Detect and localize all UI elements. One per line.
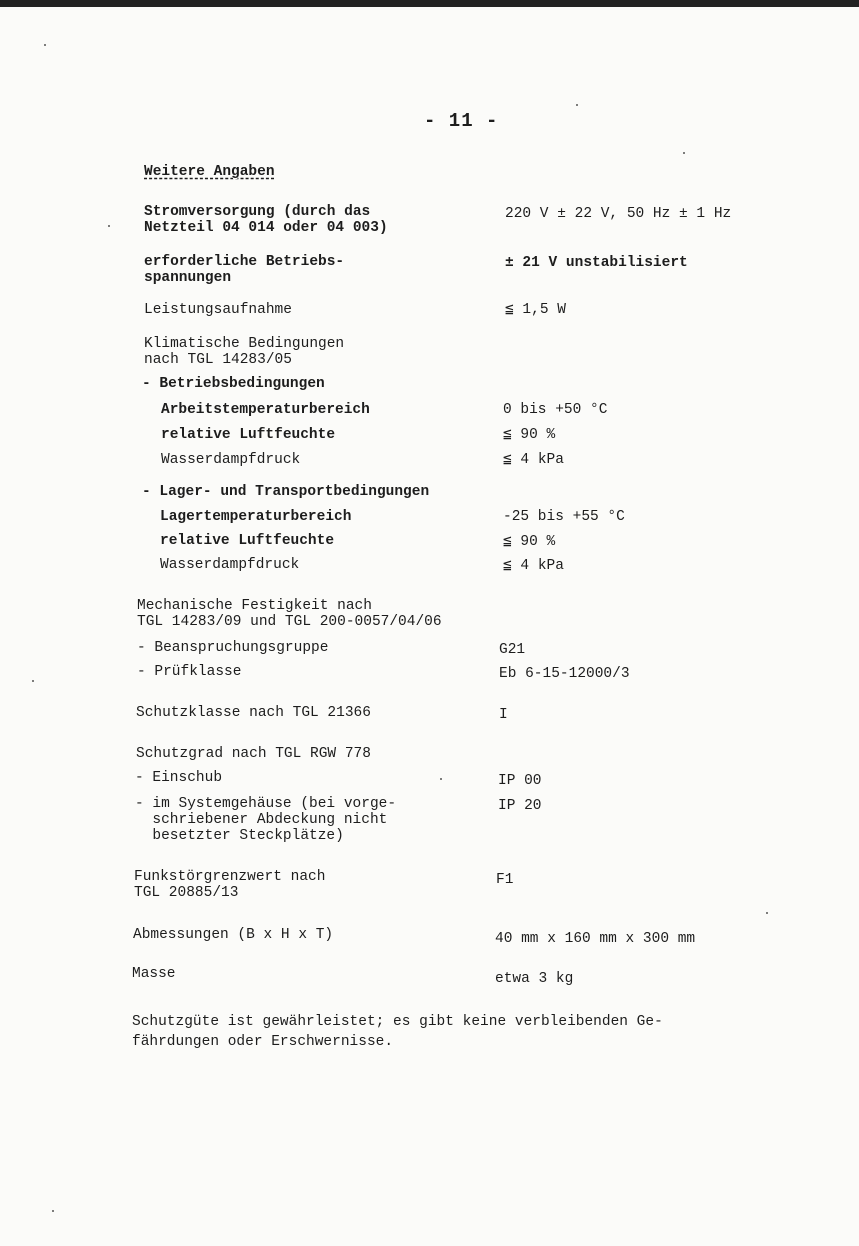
spec-value-mass: etwa 3 kg bbox=[495, 971, 574, 987]
scan-speck bbox=[766, 912, 768, 914]
spec-value-system-housing: IP 20 bbox=[498, 798, 542, 814]
spec-label-stress-group: - Beanspruchungsgruppe bbox=[137, 640, 329, 656]
spec-label-test-class: - Prüfklasse bbox=[137, 664, 242, 680]
spec-value-humidity-operating: ≦ 90 % bbox=[503, 427, 556, 443]
spec-label-power-supply: Stromversorgung (durch das Netzteil 04 014 oder 04 003) bbox=[144, 204, 388, 236]
spec-value-vapour-pressure-storage: ≦ 4 kPa bbox=[503, 558, 564, 574]
spec-value-protection-class: I bbox=[499, 707, 508, 723]
spec-label-system-housing: - im Systemgehäuse (bei vorge- schriebener Abdeckung nicht besetzter Steckplätze) bbox=[135, 796, 397, 844]
scan-speck bbox=[52, 1210, 54, 1212]
spec-value-dimensions: 40 mm x 160 mm x 300 mm bbox=[495, 931, 696, 947]
spec-value-operating-voltages: ± 21 V unstabilisiert bbox=[505, 255, 688, 271]
spec-label-operating-conditions: - Betriebsbedingungen bbox=[142, 376, 325, 392]
spec-value-plug-in-unit: IP 00 bbox=[498, 773, 542, 789]
spec-label-storage-conditions: - Lager- und Transportbedingungen bbox=[142, 484, 430, 500]
spec-value-stress-group: G21 bbox=[499, 642, 526, 658]
scan-speck bbox=[32, 680, 34, 682]
spec-value-interference-limit: F1 bbox=[496, 872, 514, 888]
spec-label-climatic-conditions: Klimatische Bedingungen nach TGL 14283/05 bbox=[144, 336, 345, 368]
spec-value-power-consumption: ≦ 1,5 W bbox=[505, 302, 566, 318]
spec-label-interference-limit: Funkstörgrenzwert nach TGL 20885/13 bbox=[134, 869, 326, 901]
spec-label-operating-temperature: Arbeitstemperaturbereich bbox=[161, 402, 370, 418]
section-heading: Weitere Angaben bbox=[144, 164, 275, 180]
spec-label-operating-voltages: erforderliche Betriebs- spannungen bbox=[144, 254, 345, 286]
spec-label-protection-degree: Schutzgrad nach TGL RGW 778 bbox=[136, 746, 371, 762]
spec-label-dimensions: Abmessungen (B x H x T) bbox=[133, 927, 334, 943]
spec-value-test-class: Eb 6-15-12000/3 bbox=[499, 666, 630, 682]
scan-speck bbox=[108, 225, 110, 227]
spec-value-vapour-pressure-operating: ≦ 4 kPa bbox=[503, 452, 564, 468]
spec-label-mass: Masse bbox=[132, 966, 176, 982]
spec-label-plug-in-unit: - Einschub bbox=[135, 770, 223, 786]
scan-speck bbox=[44, 44, 46, 46]
spec-label-vapour-pressure-storage: Wasserdampfdruck bbox=[160, 557, 300, 573]
spec-label-protection-class: Schutzklasse nach TGL 21366 bbox=[136, 705, 371, 721]
spec-label-storage-temperature: Lagertemperaturbereich bbox=[160, 509, 352, 525]
scan-speck bbox=[576, 104, 578, 106]
closing-statement: Schutzgüte ist gewährleistet; es gibt keine verbleibenden Ge- fährdungen oder Erschwernisse. bbox=[132, 1014, 663, 1050]
spec-value-humidity-storage: ≦ 90 % bbox=[503, 534, 556, 550]
spec-label-humidity-operating: relative Luftfeuchte bbox=[161, 427, 336, 443]
spec-label-humidity-storage: relative Luftfeuchte bbox=[160, 533, 335, 549]
spec-label-mechanical-strength: Mechanische Festigkeit nach TGL 14283/09 und TGL 200-0057/04/06 bbox=[137, 598, 442, 630]
scan-speck bbox=[683, 152, 685, 154]
spec-label-power-consumption: Leistungsaufnahme bbox=[144, 302, 292, 318]
spec-value-storage-temperature: -25 bis +55 °C bbox=[503, 509, 625, 525]
page-top-border bbox=[0, 0, 859, 7]
scan-speck bbox=[440, 778, 442, 780]
spec-label-vapour-pressure-operating: Wasserdampfdruck bbox=[161, 452, 301, 468]
spec-value-power-supply: 220 V ± 22 V, 50 Hz ± 1 Hz bbox=[505, 206, 732, 222]
page-number: - 11 - bbox=[424, 110, 499, 132]
spec-value-operating-temperature: 0 bis +50 °C bbox=[503, 402, 608, 418]
